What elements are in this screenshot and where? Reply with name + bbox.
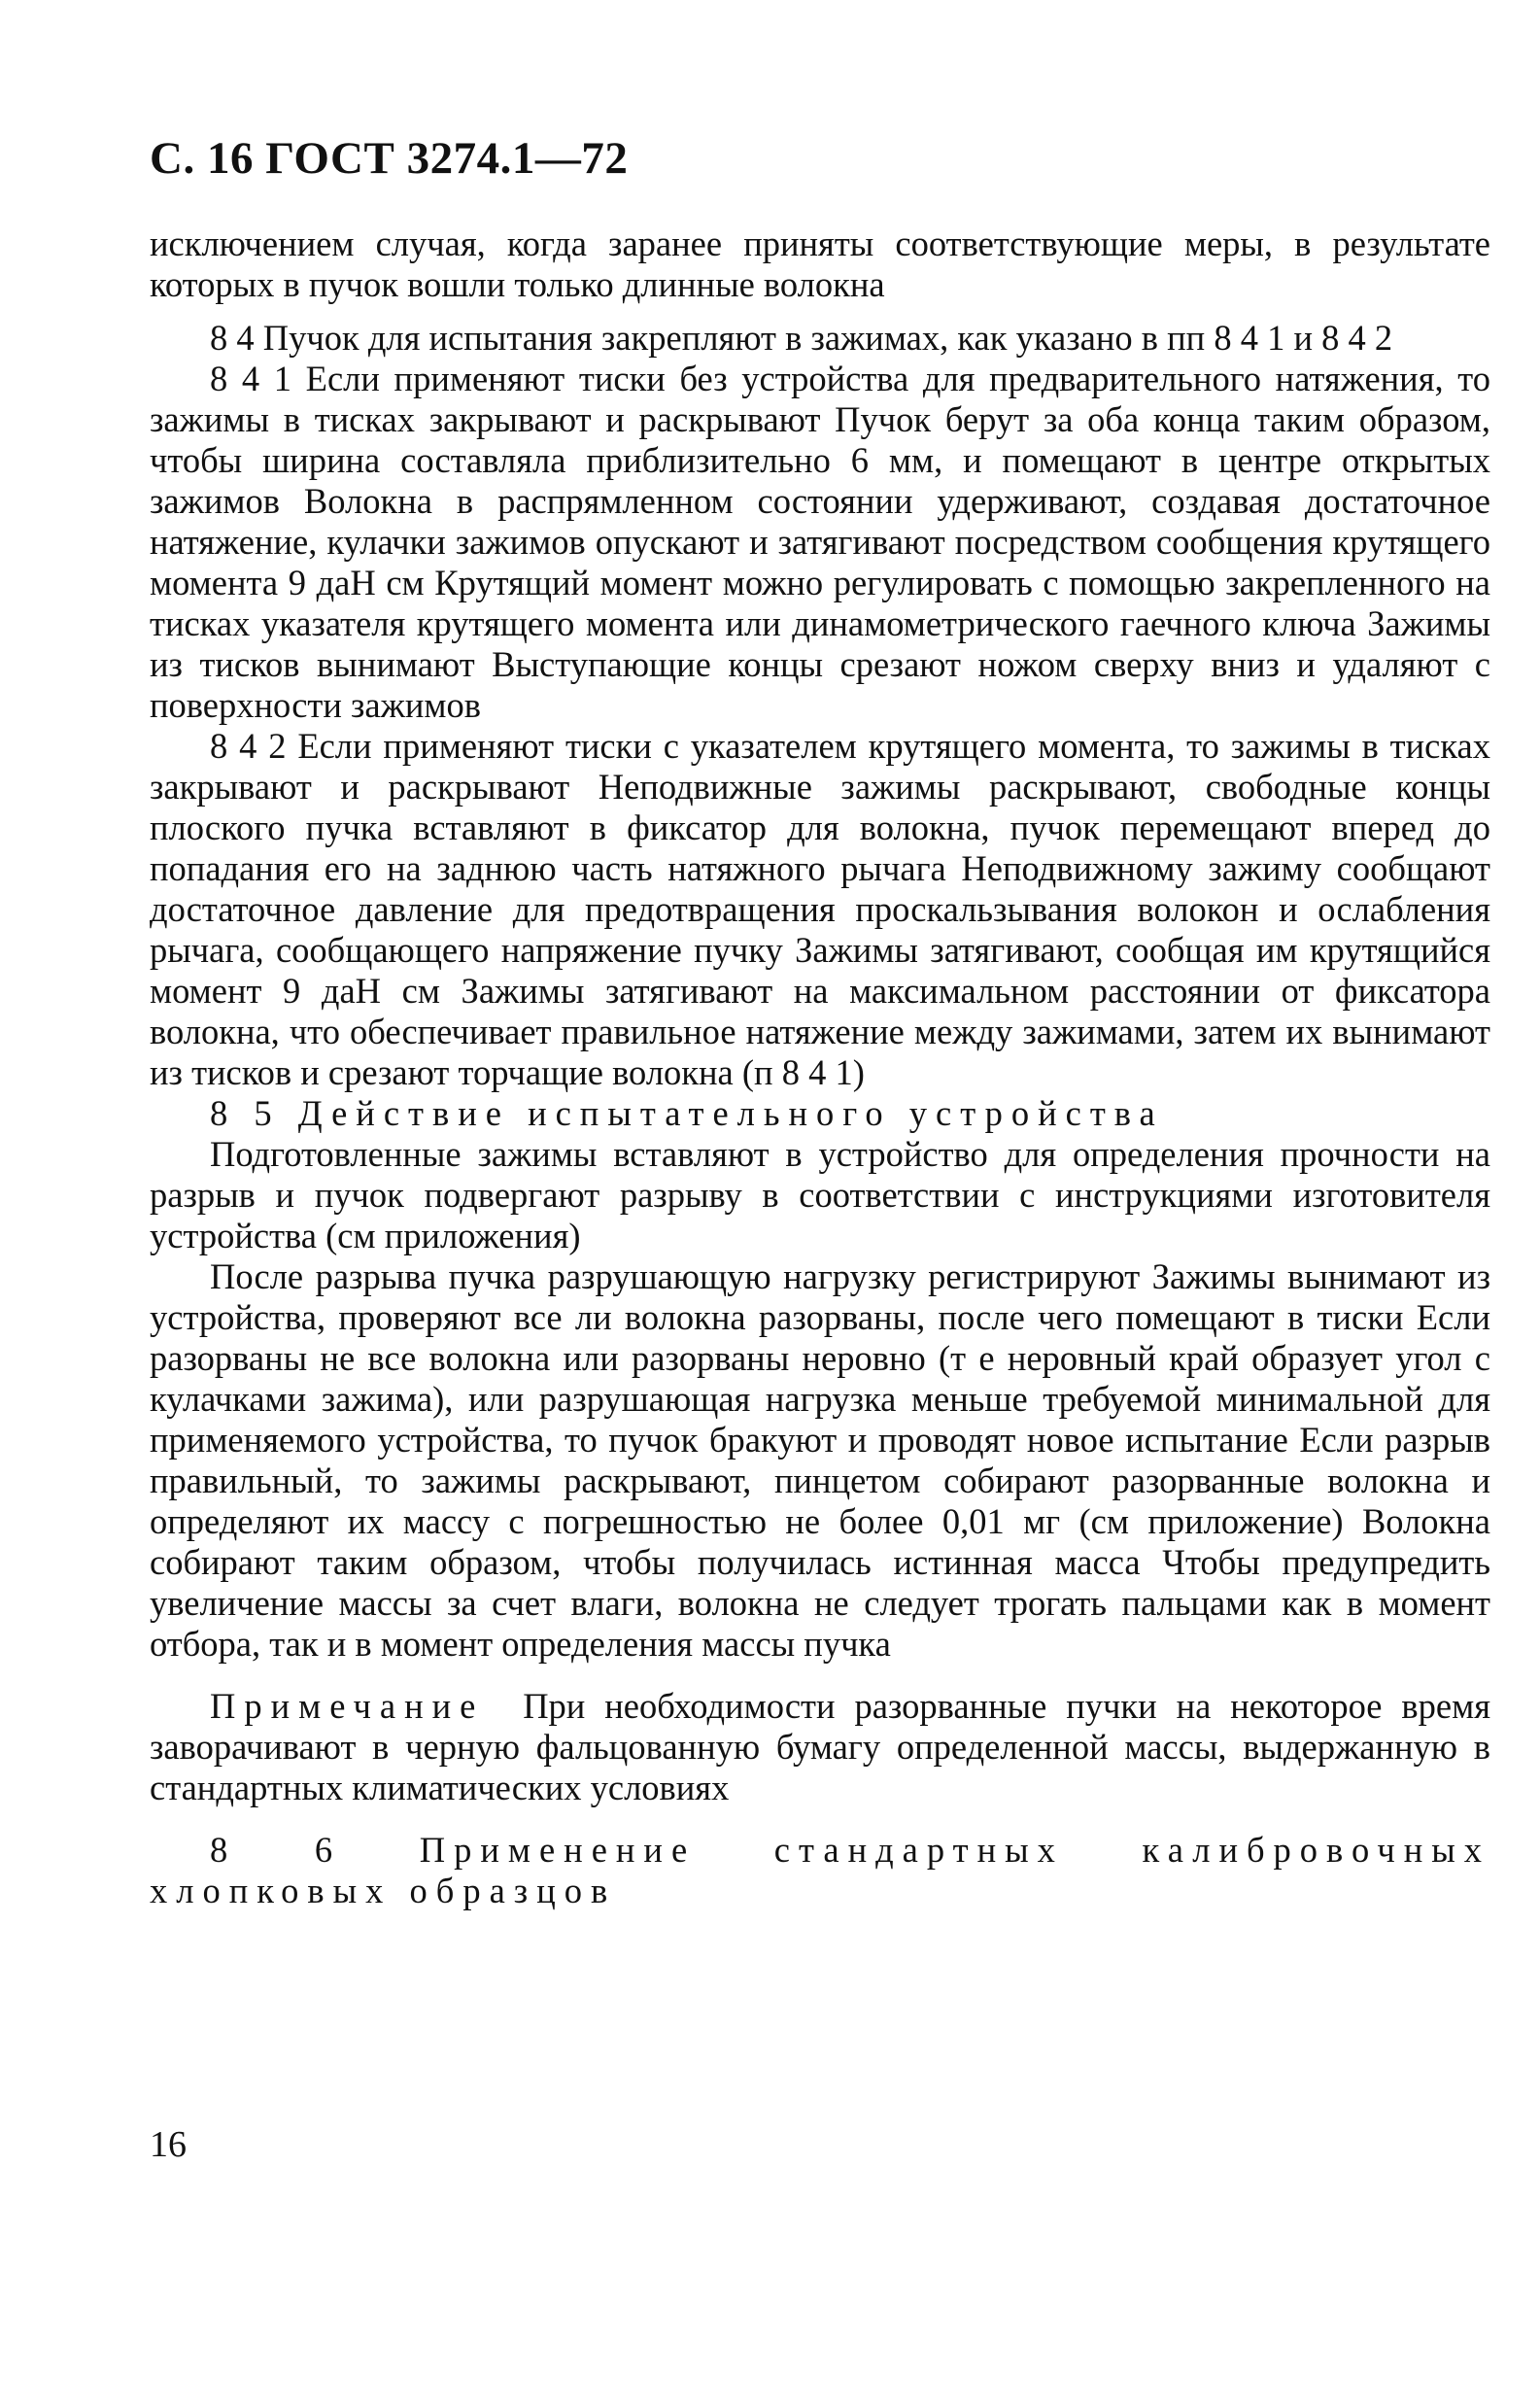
clause-8-5-paragraph-2: После разрыва пучка разрушающую нагрузку регистрируют Зажимы вынимают из устройства, проверяют все ли волокна разорваны, после чего помещают в тиски Если разорваны не все волокна или разорваны неровно (т е неровный край образует угол с кулачками зажима), или разрушающая нагрузка меньше требуемой минимальной для применяемого устройства, то пучок бракуют и проводят новое испытание Если разрыв правильный, то зажимы раскрывают, пинцетом собирают разорванные волокна и определяют их массу с погрешностью не более 0,01 мг (см приложение) Волокна собирают таким образом, чтобы получилась истинная масса Чтобы предупредить увеличение массы за счет влаги, волокна не следует трогать пальцами как в момент отбора, так и в момент определения массы пучка [150,1256,1490,1664]
note-paragraph [150,1686,1490,1808]
clause-8-4: 8 4 Пучок для испытания закрепляют в зажимах, как указано в пп 8 4 1 и 8 4 2 [210,318,1393,358]
clause-8-4-1: 8 4 1 Если применяют тиски без устройства для предварительного натяжения, то зажимы в тисках закрывают и раскрывают Пучок берут за оба конца таким образом, чтобы ширина составляла приблизительно 6 мм, и помещают в центре открытых зажимов Волокна в распрямленном состоянии удерживают, создавая достаточное натяжение, кулачки зажимов опускают и затягивают посредством сообщения крутящего момента 9 даН см Крутящий момент можно регулировать с помощью закрепленного на тисках указателя крутящего момента или динамометрического гаечного ключа Зажимы из тисков вынимают Выступающие концы срезают ножом сверху вниз и удаляют с поверхности зажимов [150,359,1490,725]
clause-8-5-heading: 8 5 Действие испытательного устройства [210,1093,1164,1133]
paragraph-continuation: исключением случая, когда заранее приняты соответствующие меры, в результате которых в пучок вошли только длинные волокна [150,223,1490,304]
clause-8-5-paragraph-1: Подготовленные зажимы вставляют в устройство для определения прочности на разрыв и пучок подвергают разрыву в соответствии с инструкциями изготовителя устройства (см приложения) [150,1134,1490,1255]
clause-8-6-heading: 8 6 Применение стандартных калибровочных хлопковых образцов [150,1830,1490,1910]
clause-8-4-2: 8 4 2 Если применяют тиски с указателем крутящего момента, то зажимы в тисках закрывают и раскрывают Неподвижные зажимы раскрывают, свободные концы плоского пучка вставляют в фиксатор для волокна, пучок перемещают вперед до попадания его на заднюю часть натяжного рычага Неподвижному зажиму сообщают достаточное давление для предотвращения проскальзывания волокон и ослабления рычага, сообщающего напряжение пучку Зажимы затягивают, сообщая им крутящийся момент 9 даН см Зажимы затягивают на максимальном расстоянии от фиксатора волокна, что обеспечивает правильное натяжение между зажимами, затем их вынимают из тисков и срезают торчащие волокна (п 8 4 1) [150,726,1490,1092]
running-title: С. 16 ГОСТ 3274.1—72 [150,133,629,184]
document-body [150,223,1490,1911]
page-number: 16 [150,2124,187,2165]
note-label: Примечание [210,1686,485,1726]
note-text: При необходимости разорванные пучки на некоторое время заворачивают в черную фальцованную бумагу определенной массы, выдержанную в стандартных климатических условиях [150,1686,1490,1807]
